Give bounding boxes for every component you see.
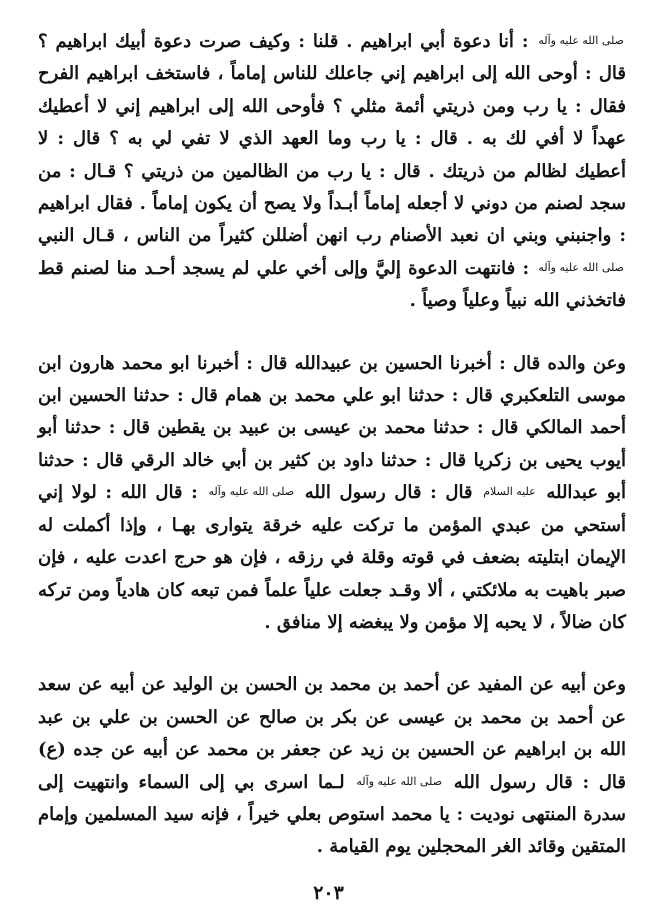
paragraph-text: : أنا دعوة أبي ابراهيم . قلنا : وكيف صرت دعوة أبيك ابراهيم ؟ قال : أوحى الله إلى ابراهيم إني جاعلك للناس إماماً ، فاستخف ابراهيم الفرح فقال : يا رب ومن ذريتي أئمة مثلي ؟ فأوحى الله إلى ابراهيم إني لا أعطيك عهداً لا أفي لك به . قال : يا رب وما العهد الذي لا تفي لي به ؟ قال : لا أعطيك لظالم من ذريتك . قال : يا رب من الظالمين من ذريتي ؟ قـال : من سجد لصنم من دوني لا أجعله إماماً أبـداً ولا يصح أن يكون إماماً . فقال ابراهيم : واجنبني وبني ان نعبد الأصنام رب انهن أضللن كثيراً من الناس ، قـال النبي bbox=[38, 31, 626, 247]
salutation-glyph: صلى الله عليه وآله bbox=[208, 485, 295, 499]
salutation-glyph: صلى الله عليه وآله bbox=[538, 260, 624, 274]
page-body bbox=[38, 26, 626, 906]
page-number: ٢٠٣ bbox=[313, 882, 344, 904]
paragraph-1 bbox=[38, 26, 626, 318]
paragraph-text: : فانتهت الدعوة إليَّ وإلى أخي علي لم يسجد أحـد منا لصنم قط فاتخذني الله نبياً وعلياً وصياً . bbox=[38, 257, 626, 312]
salutation-glyph: صلى الله عليه وآله bbox=[538, 34, 624, 47]
paragraph-text: قال : قال رسول الله bbox=[296, 482, 482, 504]
paragraph-2 bbox=[38, 348, 626, 640]
salutation-glyph: صلى الله عليه وآله bbox=[356, 774, 443, 788]
paragraph-text: وعن والده قال : أخبرنا الحسين بن عبيدالله قال : أخبرنا ابو محمد هارون ابن موسى التلعكبري قال : حدثنا ابو علي محمد بن همام قال : حدثنا الحسين ابن أحمد المالكي قال : حدثنا محمد بن عيسى بن عبيد بن يقطين قال : حدثنا أبو أيوب يحيى بن زكريا قال : حدثنا داود بن كثير بن أبي خالد الرقي قال : حدثنا أبو عبدالله bbox=[38, 352, 627, 504]
paragraph-text: وعن أبيه عن المفيد عن أحمد بن محمد بن الحسن بن الوليد عن أبيه عن سعد عن أحمد بن محمد بن عيسى عن بكر بن صالح عن الحسن بن علي بن عبد الله بن ابراهيم عن الحسين بن زيد عن جعفر بن محمد عن أبيه عن جده (ع) قال : قال رسول الله bbox=[38, 674, 627, 793]
paragraph-text: : قال الله : لولا إني أستحي من عبدي المؤمن ما تركت عليه خرقة يتوارى بهـا ، وإذا أكملت له الإيمان ابتليته بضعف في قوته وقلة في رزقه ، فإن هو حرج اعدت عليه ، فإن صبر باهيت به ملائكتي ، ألا وقـد جعلت علياً علماً فمن تبعه كان هادياً ومن تركه كان ضالاً ، لا يحبه إلا مؤمن ولا يبغضه إلا منافق . bbox=[38, 482, 626, 633]
salutation-glyph: عليه السلام bbox=[483, 485, 536, 499]
paragraph-text: لـما اسرى بي إلى السماء وانتهيت إلى سدرة المنتهى نوديت : يا محمد استوص بعلي خيراً ، فإنه سيد المسلمين وإمام المتقين وقائد الغر المحجلين يوم القيامة . bbox=[38, 771, 626, 858]
paragraph-3 bbox=[38, 669, 626, 863]
